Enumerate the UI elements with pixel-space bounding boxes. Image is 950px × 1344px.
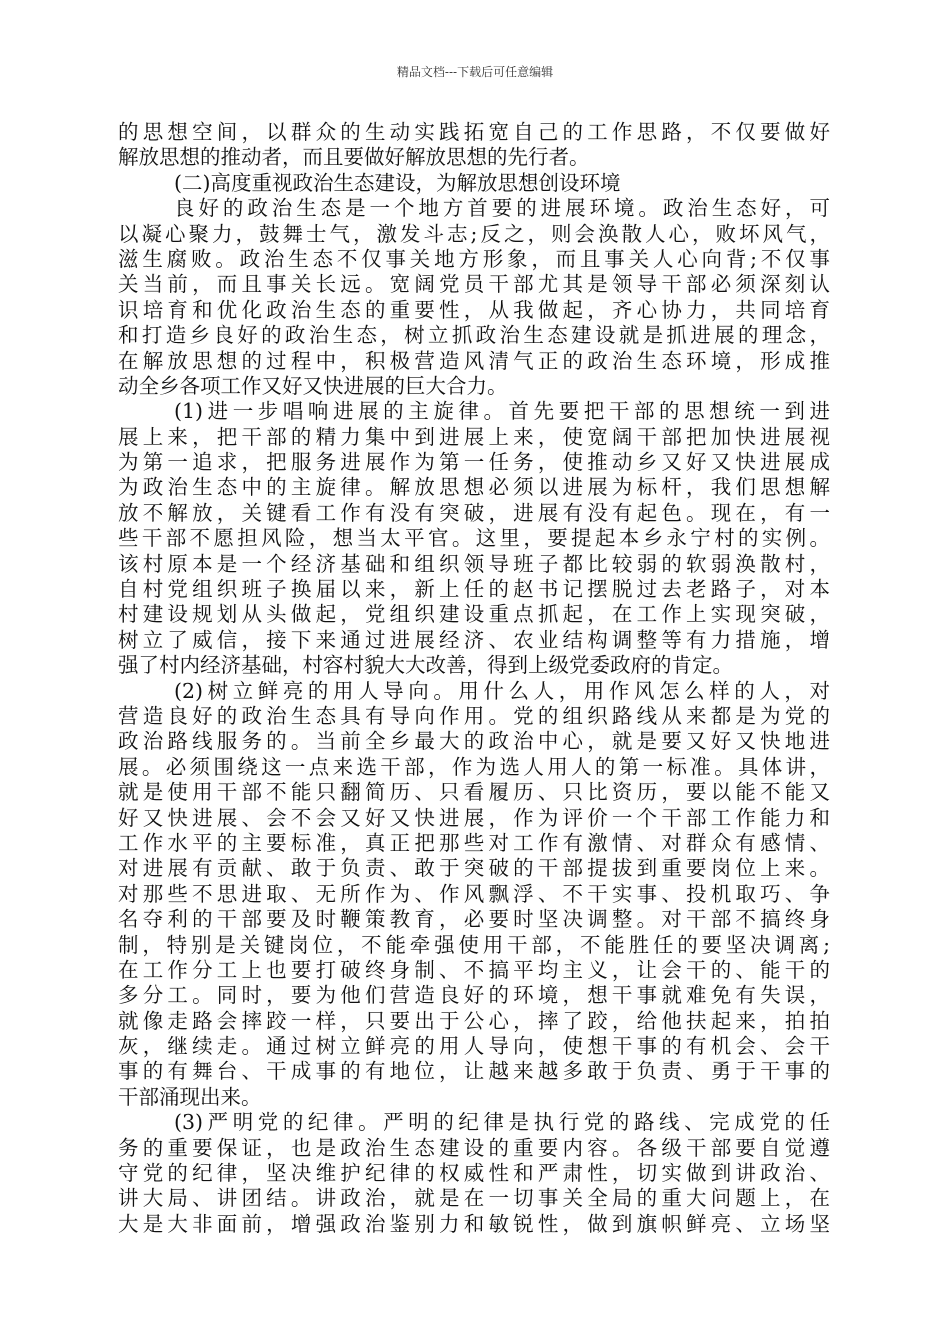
text-line: (二)高度重视政治生态建设，为解放思想创设环境 bbox=[174, 170, 621, 195]
text-line: 为第一追求，把服务进展作为第一任务，使推动乡又好又快进展成 bbox=[118, 450, 830, 475]
page-header: 精品文档---下载后可任意编辑 bbox=[396, 65, 554, 79]
text-line: 良好的政治生态是一个地方首要的进展环境。政治生态好，可 bbox=[174, 196, 830, 221]
text-line: 制，特别是关键岗位，不能牵强使用干部，不能胜任的要坚决调离; bbox=[118, 932, 830, 957]
text-line: 大是大非面前，增强政治鉴别力和敏锐性，做到旗帜鲜亮、立场坚 bbox=[118, 1211, 830, 1236]
text-line: 关当前，而且事关长远。宽阔党员干部尤其是领导干部必须深刻认 bbox=[118, 272, 830, 297]
text-line: 该村原本是一个经济基础和组织领导班子都比较弱的软弱涣散村， bbox=[118, 551, 830, 576]
text-line: (3)严明党的纪律。严明的纪律是执行党的路线、完成党的任 bbox=[174, 1110, 830, 1135]
text-line: 以凝心聚力，鼓舞士气，激发斗志;反之，则会涣散人心，败坏风气， bbox=[118, 221, 830, 246]
text-line: 自村党组织班子换届以来，新上任的赵书记摆脱过去老路子，对本 bbox=[118, 577, 830, 602]
text-line: 政治路线服务的。当前全乡最大的政治中心，就是要又好又快地进 bbox=[118, 729, 830, 754]
text-line: 多分工。同时，要为他们营造良好的环境，想干事就难免有失误， bbox=[118, 983, 830, 1008]
text-line: 村建设规划从头做起，党组织建设重点抓起，在工作上实现突破， bbox=[118, 602, 830, 627]
text-line: 讲大局、讲团结。讲政治，就是在一切事关全局的重大问题上，在 bbox=[118, 1186, 830, 1211]
text-line: (2)树立鲜亮的用人导向。用什么人，用作风怎么样的人，对 bbox=[174, 678, 830, 703]
text-line: 灰，继续走。通过树立鲜亮的用人导向，使想干事的有机会、会干 bbox=[118, 1034, 830, 1059]
text-line: 名夺利的干部要及时鞭策教育，必要时坚决调整。对干部不搞终身 bbox=[118, 907, 830, 932]
text-line: 解放思想的推动者，而且要做好解放思想的先行者。 bbox=[118, 145, 590, 170]
text-line: 强了村内经济基础，村容村貌大大改善，得到上级党委政府的肯定。 bbox=[118, 653, 733, 678]
text-line: 就像走路会摔跤一样，只要出于公心，摔了跤，给他扶起来，拍拍 bbox=[118, 1008, 830, 1033]
text-line: 识培育和优化政治生态的重要性，从我做起，齐心协力，共同培育 bbox=[118, 297, 830, 322]
text-line: (1)进一步唱响进展的主旋律。首先要把干部的思想统一到进 bbox=[174, 399, 830, 424]
text-line: 对进展有贡献、敢于负责、敢于突破的干部提拔到重要岗位上来。 bbox=[118, 856, 830, 881]
text-line: 的思想空间，以群众的生动实践拓宽自己的工作思路，不仅要做好 bbox=[118, 120, 830, 144]
text-line: 事的有舞台、干成事的有地位，让越来越多敢于负责、勇于干事的 bbox=[118, 1059, 830, 1084]
text-line: 务的重要保证，也是政治生态建设的重要内容。各级干部要自觉遵 bbox=[118, 1135, 830, 1160]
text-line: 好又快进展、会不会又好又快进展，作为评价一个干部工作能力和 bbox=[118, 805, 830, 830]
text-line: 和打造乡良好的政治生态，树立抓政治生态建设就是抓进展的理念， bbox=[118, 323, 830, 348]
text-line: 展。必须围绕这一点来选干部，作为选人用人的第一标准。具体讲， bbox=[118, 754, 830, 779]
text-line: 在工作分工上也要打破终身制、不搞平均主义，让会干的、能干的 bbox=[118, 957, 830, 982]
text-line: 滋生腐败。政治生态不仅事关地方形象，而且事关人心向背;不仅事 bbox=[118, 246, 830, 271]
text-line: 些干部不愿担风险，想当太平官。这里，要提起本乡永宁村的实例。 bbox=[118, 526, 830, 551]
text-line: 守党的纪律，坚决维护纪律的权威性和严肃性，切实做到讲政治、 bbox=[118, 1161, 830, 1186]
text-line: 树立了威信，接下来通过进展经济、农业结构调整等有力措施，增 bbox=[118, 627, 830, 652]
text-line: 放不解放，关键看工作有没有突破，进展有没有起色。现在，有一 bbox=[118, 500, 830, 525]
text-line: 工作水平的主要标准，真正把那些对工作有激情、对群众有感情、 bbox=[118, 830, 830, 855]
text-line: 营造良好的政治生态具有导向作用。党的组织路线从来都是为党的 bbox=[118, 703, 830, 728]
text-line: 动全乡各项工作又好又快进展的巨大合力。 bbox=[118, 373, 508, 398]
text-line: 就是使用干部不能只翻简历、只看履历、只比资历，要以能不能又 bbox=[118, 780, 830, 805]
text-line: 对那些不思进取、无所作为、作风飘浮、不干实事、投机取巧、争 bbox=[118, 881, 830, 906]
text-line: 为政治生态中的主旋律。解放思想必须以进展为标杆，我们思想解 bbox=[118, 475, 830, 500]
text-line: 展上来，把干部的精力集中到进展上来，使宽阔干部把加快进展视 bbox=[118, 424, 830, 449]
text-line: 在解放思想的过程中，积极营造风清气正的政治生态环境，形成推 bbox=[118, 348, 830, 373]
document-body bbox=[118, 120, 830, 1237]
text-line: 干部涌现出来。 bbox=[118, 1084, 262, 1109]
